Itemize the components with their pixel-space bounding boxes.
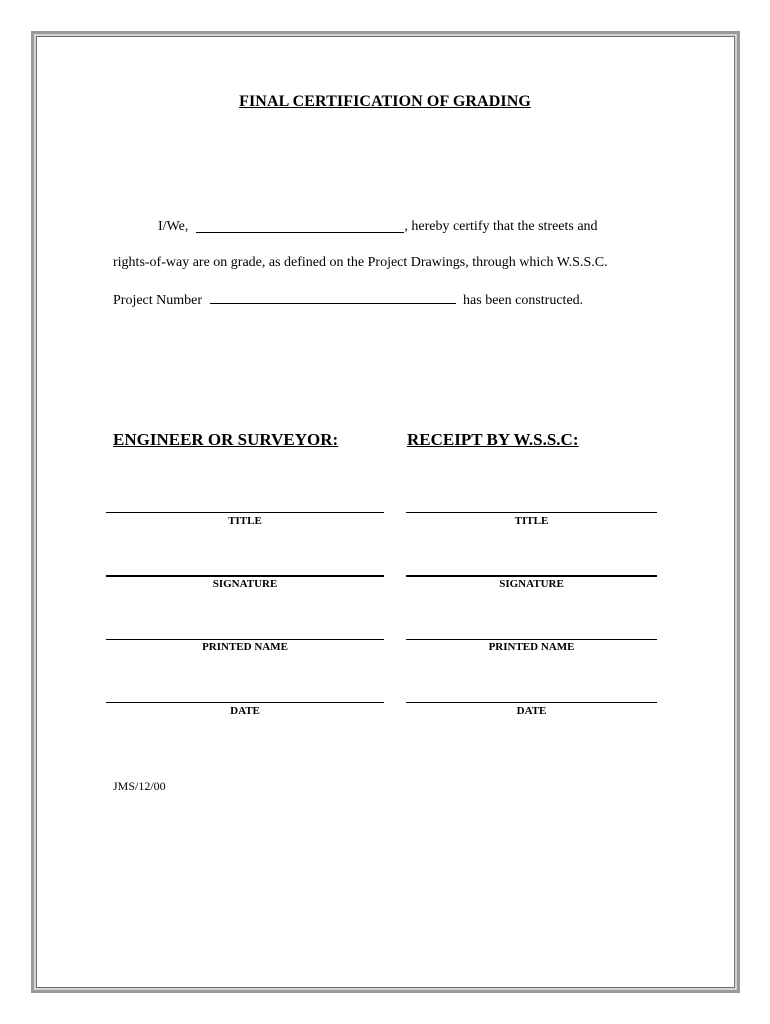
engineer-printed-name-label: PRINTED NAME — [202, 641, 288, 653]
engineer-signature-line[interactable] — [106, 575, 384, 577]
form-code: JMS/12/00 — [113, 779, 166, 793]
wssc-signature-label: SIGNATURE — [499, 578, 564, 590]
wssc-date-line[interactable] — [406, 702, 657, 703]
wssc-signature-line[interactable] — [406, 575, 657, 577]
certification-line-1 — [113, 219, 653, 235]
engineer-signature-label: SIGNATURE — [212, 578, 278, 590]
certify-text-content: , hereby certify that the streets and — [404, 219, 598, 234]
wssc-date-label: DATE — [516, 705, 547, 717]
wssc-printed-name-line[interactable] — [406, 639, 657, 640]
iwe-label: I/We, — [158, 219, 189, 234]
form-title: FINAL CERTIFICATION OF GRADING — [239, 93, 531, 110]
engineer-title-label: TITLE — [228, 515, 262, 527]
receipt-heading: RECEIPT BY W.S.S.C: — [407, 430, 579, 449]
wssc-title-line[interactable] — [406, 512, 657, 513]
certifier-name-blank[interactable] — [196, 219, 404, 233]
engineer-title-line[interactable] — [106, 512, 384, 513]
certification-line-3 — [113, 290, 583, 309]
engineer-date-label: DATE — [230, 705, 260, 717]
constructed-text: has been constructed. — [463, 293, 584, 308]
project-number-label: Project Number — [113, 293, 203, 308]
certification-line-2: rights-of-way are on grade, as defined on the Project Drawings, through which W.S.S.C. — [113, 255, 608, 270]
engineer-printed-name-line[interactable] — [106, 639, 384, 640]
engineer-date-line[interactable] — [106, 702, 384, 703]
certify-text — [404, 219, 653, 235]
wssc-printed-name-label: PRINTED NAME — [488, 641, 575, 653]
engineer-heading: ENGINEER OR SURVEYOR: — [113, 430, 339, 449]
wssc-title-label: TITLE — [514, 515, 549, 527]
project-number-blank[interactable] — [210, 290, 456, 304]
